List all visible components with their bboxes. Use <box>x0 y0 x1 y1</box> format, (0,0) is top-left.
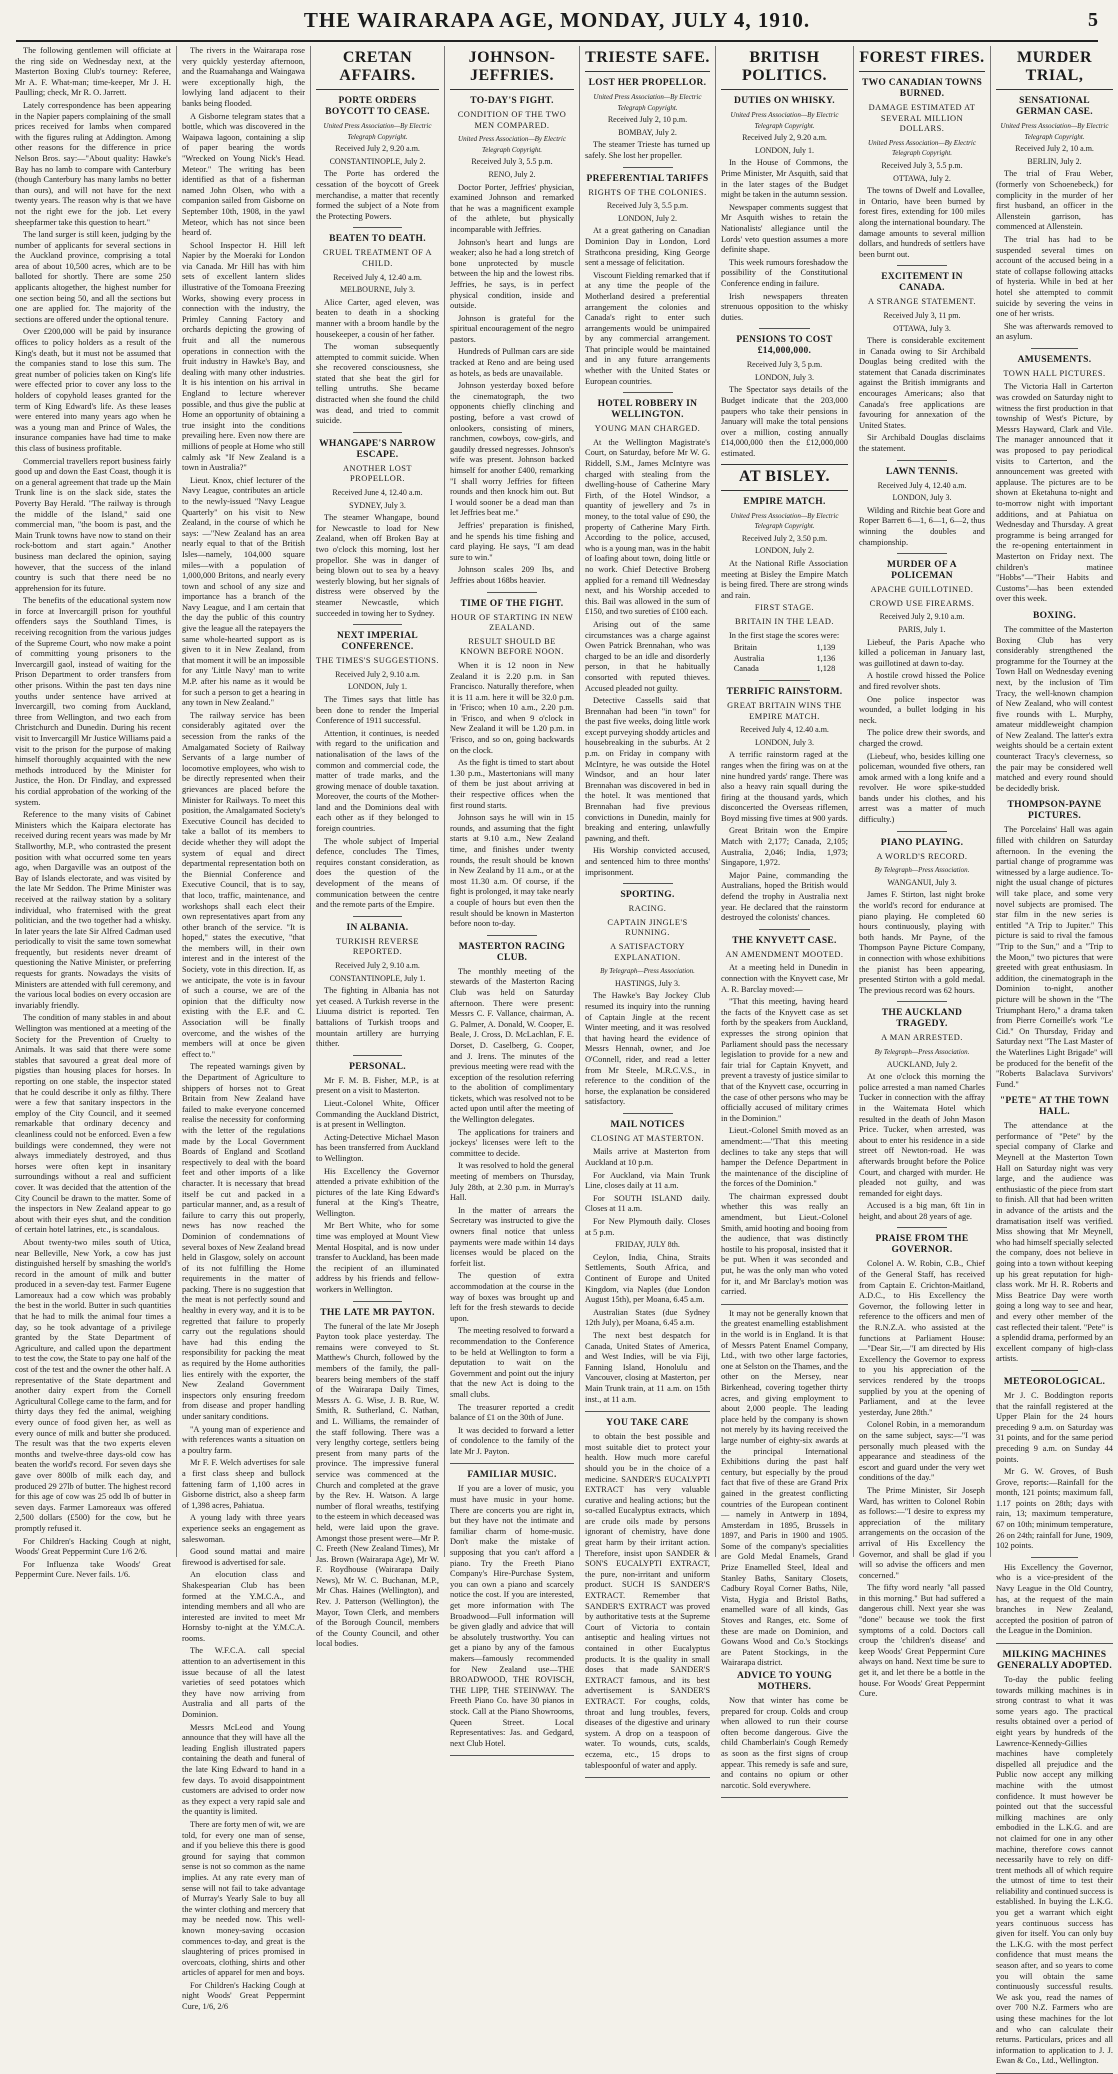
advert-heading: MILKING MACHINES GENERALLY ADOPTED. <box>996 1650 1113 1671</box>
article-paragraph: She was afterwards removed to an asylum. <box>996 321 1113 342</box>
article-paragraph: The funeral of the late Mr Joseph Payton took place yesterday. The remains were conveyed to St. Matthew's Church, followed by the members of the family, the pall-bearers being members of the staff of the Wairarapa Daily Times, Messrs A. G. Wise, J. B. Rue, W. Smith, R. Sutherland, C. Nathan, and L. Williams, the remainder of the staff following. There was a very lengthy cortege, settlers being present from many parts of the province. The impressive funeral service was commenced at the Church and completed at the grave by the Rev. H. Watson. A large number of floral wreaths, testifying to the esteem in which deceased was held, were laid upon the grave. Amongst those present were—Mr P. C. Freeth (New Zealand Times), Mr Jas. Brown (Wairarapa Age), Mr W. F. Roydhouse (Wairarapa Daily News), Mr W. C. Buchanan, M.P., Mr Chas. Haines (Wellington), and Rev. J. Patterson (Wellington), the Mayor, Town Clerk, and members of the Borough Council, members of the County Council, and other local bodies. <box>316 1321 439 1649</box>
article-paragraph: The next best despatch for Canada, United States of America, and West Indies, will be via Fiji, Fanning Island, Honolulu and Vancouver, closing at Masterton, per Main Trunk train, at 11 a.m. on 15th inst., at 11 a.m. <box>585 1330 710 1404</box>
section-heading: PENSIONS TO COST £14,000,000. <box>736 335 833 357</box>
article-paragraph: Arising out of the same circumstances was a charge against Owen Patrick Brennahan, who was charged to be an idle and disorderly person, in that he habitually consorted with reputed thieves. Accused pleaded not guilty. <box>585 619 710 693</box>
article-paragraph: The towns of Dwelf and Lovallee, in Ontario, have been burned by forest fires, extending for 100 miles along the international boundary. The damage amounts to several million dollars, and hundreds of settlers have been burnt out. <box>859 186 985 259</box>
article-paragraph: Johnson's heart and lungs are weaker; also he had a long stretch of bone unprotected by muscle between the hip and the lowest ribs. Jeffries, he says, is in perfect physical condition, inside and outside. <box>450 237 574 311</box>
article-paragraph: At a meeting held in Dunedin in connection with the Knyvett case, Mr A. R. Barclay moved:— <box>721 963 848 994</box>
column-local-news-2 <box>177 46 311 2012</box>
page-number: 5 <box>1088 8 1098 31</box>
dateline: Received July 3, 5.5 p.m. <box>471 157 553 167</box>
divider <box>353 1055 402 1056</box>
article-paragraph: His Worship convicted accused, and sentenced him to three months' imprisonment. <box>585 846 710 877</box>
article-paragraph: The following gentlemen will officiate at the ring side on Wednesday next, at the Masterton Boxing Club's tourney: Referee, Mr A. F. What-man; time-keeper, Mr J. H. Paulling; check, Mr R. O. Jarrett. <box>15 46 171 98</box>
divider <box>623 1113 673 1114</box>
dateline: Received July 3, 11 pm. <box>883 310 961 320</box>
article-paragraph: The chairman expressed doubt whether this was really an amendment, but Lieut.-Colonel Smith, amid hooting and booing from the audience, that was distinctly hostile to his proposal, insisted that it be put. When it was seconded and put, he was the only man who voted for it, and Mr Barclay's motion was carried. <box>721 1191 848 1297</box>
dateline: Received July 2, 9.10 a.m. <box>335 961 420 970</box>
dateline: Received July 3, 5.5 p.m. <box>606 201 689 211</box>
wire-credit: United Press Association—By Electric Telegraph Copyright. <box>593 93 702 112</box>
wire-credit: United Press Association—By Electric Telegraph Copyright. <box>868 138 976 158</box>
divider <box>623 167 673 168</box>
column-headline: TRIESTE SAFE. <box>585 46 710 72</box>
wire-credit: United Press Association—By Electric Telegraph Copyright. <box>730 511 839 531</box>
article-paragraph: Commercial travellers report business fairly good up and down the East Coast, though it is on a general agreement that trade up the Main Trunk line is on the slack side, states the Poverty Bay Herald. "The railway is through the middle of the Island," said one commercial man, "the boom is past, and the Main Trunk towns have now to stand on their rock-bottom and start again." Another business man declared the opinion, saying however, that the success of the inland country is such that there need be no apprehension for its future. <box>15 456 171 593</box>
wire-credit: United Press Association—By Electric Telegraph Copyright. <box>730 111 839 130</box>
article-paragraph: His Excellency the Governor attended a private exhibition of the pictures of the late King Edward's funeral at the King's Theatre, Wellington. <box>316 1166 439 1218</box>
dateline: Received July 2, 9.20 a.m. <box>742 133 827 143</box>
advert-paragraph: For Children's Hacking Cough at night Woods' Great Peppermint Cure, 1/6, 2/6 <box>182 1980 305 2012</box>
article-paragraph: "That this meeting, having heard the facts of the Knyvett case as set forth by the speakers from Auckland, expresses the strong opinion that Parliament should pass the necessary legislation to provide for a new and fair trial for Captain Knyvett, and prevent a travesty of justice similar to that of the Knyvett case, occurring in the case of other persons who may be officially accused of military crimes in the Dominion." <box>721 997 848 1123</box>
dateline: WANGANUI, July 3. <box>887 877 957 887</box>
section-subheading: CAPTAIN JINGLE'S RUNNING. <box>607 917 688 938</box>
wire-credit: By Telegraph—Press Association. <box>600 967 695 976</box>
dateline: Received June 4, 12.40 a.m. <box>332 488 423 498</box>
column-murder-trial <box>991 46 1118 2066</box>
article-paragraph: In the House of Commons, the Prime Minister, Mr Asquith, said that in the later stages of the Budget might be taken in the autumn session. <box>721 158 848 200</box>
section-heading: TWO CANADIAN TOWNS BURNED. <box>861 78 983 99</box>
divider <box>759 929 810 930</box>
article-paragraph: Newspaper comments suggest that Mr Asquith wishes to retain the Nationalists' allegiance until the Lords' veto question assumes a more definite shape. <box>721 202 848 255</box>
newspaper-title: THE WAIRARAPA AGE, MONDAY, JULY 4, 1910. <box>303 7 811 32</box>
advert-heading: ADVICE TO YOUNG MOTHERS. <box>736 1671 833 1692</box>
column-british-politics <box>716 46 854 1790</box>
article-paragraph: Johnson yesterday boxed before the cinematograph, the two opponents chiefly clinching and posting, before a vast crowd of onlookers, consisting of miners, ranchmen, cowboys, cow-girls, and gaudily dressed negresses. Johnson's wife was present. Johnson backed himself for another £400, remarking "I shall worry Jeffries for fifteen rounds and then knock him out. But I would sooner be a dead man than let Jeffries beat me." <box>450 381 574 518</box>
section-subheading: RIGHTS OF THE COLONIES. <box>588 187 707 197</box>
article-paragraph: When it is 12 noon in New Zealand it is 2.20 p.m. in San Francisco. Naturally therefore, when it is 11 a.m. here it will be 32.0 p.m. in 'Frisco; when 10 a.m., 2.20 p.m. in 'Frisco, and when 9 o'clock in New Zealand it will be 1.20 p.m. in 'Frisco, and so on, going backwards on the clock. <box>450 660 574 755</box>
section-heading: THE LATE MR PAYTON. <box>320 1307 435 1318</box>
article-paragraph: Australian States (due Sydney 12th July), per Moana, 6.45 a.m. <box>585 1307 710 1328</box>
dateline: SYDNEY, July 3. <box>349 500 406 510</box>
article-paragraph: The rivers in the Wairarapa rose very quickly yesterday afternoon, and the Ruamahanga and Waingawa were exceptionally high, the lowlying land adjacent to their banks being flooded. <box>182 46 305 108</box>
article-paragraph: His Excellency the Governor, who is a vice-president of the Navy League in the Old Country, has, at the request of the main branches in New Zealand, accepted the position of patron of the League in the Dominion. <box>996 1562 1113 1636</box>
article-paragraph: It was decided to forward a letter of condolence to the family of the late Mr J. Payton. <box>450 1425 574 1456</box>
article-paragraph: Accused is a big man, 6ft 1in in height, and about 28 years of age. <box>859 1201 985 1221</box>
dateline: Received July 4, 12.40 a.m. <box>877 480 967 490</box>
section-heading: TERRIFIC RAINSTORM. <box>726 686 843 697</box>
divider <box>1031 348 1078 349</box>
advert-paragraph: It may not be generally known that the greatest enamelling establishment in the world is in England. It is that of Messrs Patent Enamel Company, Ltd., with two other large factories, one at Selston on the Thames, and the other on the Mersey, near Birkenhead, covering together thirty acres, and giving employment to about 2,000 people. The leading place held by the company is shown not merely by its having received the large number of eighty-six awards at the principal International Exhibitions during the past half century, but especially by the proud fact that five of these are Grand Prix gained in the greatest conflicting countries of the European continent — namely in Antwerp in 1894, Amsterdam in 1895, Brussels in 1897, and Paris in 1900 and 1905. Some of the company's specialities are Gold Medal Enamels, Grand Prize Enamelled Steel, Ideal and Stanley Baths, Sanitary Closets, Cadbury Royal Corner Baths, Nile, Vista, Hygia and Bristol Baths, enamelled ware of all kinds, Gas Stoves and Ranges, etc. Some of these are made on Dominion, and Gowans Wood and Co.'s Stockings are Patent Stockings, in the Wairarapa district. <box>721 1308 848 1668</box>
dateline: FRIDAY, JULY 8th. <box>615 1240 680 1250</box>
article-paragraph: The applications for trainers and jockeys' licenses were left to the committee to decide. <box>450 1127 574 1158</box>
dateline: Received July 4, 12.40 a.m. <box>333 272 422 282</box>
section-heading: HOTEL ROBBERY IN WELLINGTON. <box>597 399 698 421</box>
section-heading: SENSATIONAL GERMAN CASE. <box>1016 96 1093 117</box>
section-heading: MURDER OF A POLICEMAN <box>887 560 957 582</box>
article-paragraph: At one o'clock this morning the police arrested a man named Charles Tucker in connection with the affray in the Waitemata Hotel which resulted in the death of John Mason Price. Tucker, when arrested, was about to enter his residence in a side street off Newton-road. He was afterwards brought before the Police Court, and charged with murder. He pleaded not guilty, and was remanded for eight days. <box>859 1072 985 1198</box>
article-paragraph: Lately correspondence has been appearing in the Napier papers complaining of the small prices received for lambs when compared with the figures ruling at Addington. Among other reasons for the difference in price Nelson Bros. say:—"About quality: Hawke's Bay has no lamb to compare with Canterbury (though Canterbury has many lambs no better than ours), and will not have for the next twenty years. The reason why is that we have not the right ewe for the job. Let every sheepfarmer take this question to heart." <box>15 100 171 227</box>
section-heading: DUTIES ON WHISKY. <box>734 96 835 106</box>
column-headline: MURDER TRIAL, <box>996 46 1113 90</box>
article-paragraph: The fighting in Albania has not yet ceased. A Turkish reverse in the Liuuma district is reported. Ten battalions of Turkish troops and mountain artillery are hurrying thither. <box>316 986 439 1049</box>
divider <box>623 883 673 884</box>
dateline: CONSTANTINOPLE, July 1. <box>329 973 426 983</box>
advertisement <box>585 1411 710 1778</box>
article-paragraph: Attention, it continues, is needed with regard to the unification and nationalisation of the laws of the common and commercial code, the matter of trade marks, and the growing menace of double taxation. Moreover, the courts of the Mother-land and the Dominions deal with each other as if they belonged to foreign countries. <box>316 728 439 834</box>
dateline: HASTINGS, July 3. <box>615 978 680 988</box>
article-paragraph: This week rumours foreshadow the possibility of the Constitutional Conference ending in failure. <box>721 257 848 288</box>
dateline: Received July 4, 12.40 a.m. <box>740 725 829 735</box>
dateline: Received July 2, 10 a.m. <box>1015 144 1094 154</box>
article-paragraph: Lieut.-Colonel White, Officer Commanding the Auckland District, is at present in Wellington. <box>316 1098 439 1130</box>
section-heading: THOMPSON-PAYNE PICTURES. <box>1007 800 1102 822</box>
section-subheading: RESULT SHOULD BE KNOWN BEFORE NOON. <box>460 636 564 657</box>
section-subheading: TOWN HALL PICTURES. <box>1003 368 1106 378</box>
article-paragraph: The monthly meeting of the stewards of the Masterton Racing Club was held on Saturday afternoon. There were present: Messrs C. F. Vallance, chairman, A. G. Palmer, A. Donald, W. Cooper, E. Beale, J. Cross, D. McLachlan, F. E. Dorset, D. Caselberg, G. Cooper, and J. Irens. The minutes of the previous meeting were read with the exception of the resolution referring to the abolition of complimentary tickets, which was resolved not to be acted upon until after the meeting of the Wellington delegates. <box>450 966 574 1125</box>
dateline: BOMBAY, July 2. <box>618 127 677 137</box>
section-subheading: CLOSING AT MASTERTON. <box>590 1133 705 1143</box>
divider <box>759 680 810 681</box>
dateline: Received July 2, 10 p.m. <box>607 115 688 125</box>
section-heading: BEATEN TO DEATH. <box>329 234 426 245</box>
section-subheading: GREAT BRITAIN WINS THE EMPIRE MATCH. <box>727 700 842 721</box>
section-heading: PIANO PLAYING. <box>880 837 964 848</box>
section-heading: TIME OF THE FIGHT. <box>460 598 564 609</box>
divider <box>897 831 947 832</box>
article-paragraph: Messrs McLeod and Young announce that they will have all the leading English illustrated papers containing the death and funeral of the late King Edward to hand in a few days. To avoid disappointment customers are advised to order now as they expect a very rapid sale and the quantity is limited. <box>182 1722 305 1817</box>
article-paragraph: Acting-Detective Michael Mason has been transferred from Auckland to Wellington. <box>316 1132 439 1163</box>
article-paragraph: An elocution class and Shakespearian Club has been formed at the Y.M.C.A., and intending members and all who are interested are invited to meet Mr Hornsby to-night at the Y.M.C.A. rooms. <box>182 1570 305 1643</box>
dateline: Received July 2, 3.50 p.m. <box>741 533 828 543</box>
article-paragraph: (Liebeuf, who, besides killing one policeman, wounded five others, ran amok armed with a long knife and a revolver. He wore spike-studded bands under his clothes, and his arrest was a matter of much difficulty.) <box>859 751 985 825</box>
article-paragraph: The whole subject of Imperial defence, concludes The Times, requires constant consideration, as does the question of the development of the means of communication between the centre and the remote parts of the Empire. <box>316 836 439 910</box>
article-paragraph: Detective Cassells said that Brennahan had been "in town" for the past five weeks, doing little work except purveying shoddy articles and housebreaking in the suburbs. At 2 p.m. on Friday in company with McIntyre, he was outside the Hotel Windsor, and an hour later Brennahan was discovered in bed in the hotel. It was mentioned that Brennahan had five previous convictions in Dunedin, mainly for breaking and entering, unlawfully pawning, and theft. <box>585 696 710 843</box>
section-heading: "PETE" AT THE TOWN HALL. <box>999 1096 1110 1118</box>
divider <box>759 328 810 329</box>
divider <box>1031 1557 1078 1558</box>
divider <box>487 592 537 593</box>
column-headline: CRETAN AFFAIRS. <box>316 46 439 90</box>
divider <box>897 1227 947 1228</box>
advert-paragraph: The fifty word nearly "all passed in this morning." But had suffered a dangerous chill. Next year she was "done" because we took the first symptoms of a cold. Doctors call croup the 'children's disease' and keep Woods' Great Peppermint Cure always on hand. Next time be sure to get it, and let there be a bottle in the house. For Woods' Great Peppermint Cure. <box>859 1583 985 1699</box>
article-paragraph: Reference to the many visits of Cabinet Ministers which the Kaipara electorate has received during recent years was made by Mr Stallworthy, M.P., who contrasted the present position with what occurred some ten years ago, when Dargaville was an outpost of the Bay of Islands electorate, and was visited by the late Mr Seddon. The Prime Minister was received at the railway station by a solitary individual, who fraternised with the great politician, and the two together had a whisky. In later years the late Sir Alfred Cadman used periodically to visit the same town somewhat frequently, but residents never dreamt of questioning the Native Minister, or preferring requests for grants. Nowadays the visits of Ministers are attended with full ceremony, and the various local bodies on every occasion are invariably friendly. <box>15 810 171 1010</box>
article-paragraph: The treasurer reported a credit balance of £1 on the 30th of June. <box>450 1402 574 1423</box>
dateline: PARIS, July 1. <box>898 624 946 634</box>
article-paragraph: School Inspector H. Hill left Napier by the Moeraki for London via Canada. Mr Hill has with him sets of excellent lantern slides illustrative of the Tomoana Freezing Works, showing every process in connection with the industry, the Primley Canning Factory and orchards depicting the growing of fruit and all the numerous operations in connection with the fruit industry in Hawke's Bay, and dealing with many other industries. It is his intention on his arrival in England to lecture wherever possible, and thus give the public at Home an opportunity of obtaining a true insight into the conditions prevailing here. Even now there are millions of people at Home who still calmly ask "If New Zealand is a town in Australia?" <box>182 240 305 473</box>
article-paragraph: A terrific rainstorm raged at the ranges when the firing was on at the nine hundred yards' range. There was also a heavy rain squall during the firing at the thousand yards, which disconcerted the Overseas riflemen, Boyd missing five times at 900 yards. <box>721 750 848 823</box>
column-headline: JOHNSON-JEFFRIES. <box>450 46 574 90</box>
article-paragraph: The trial has had to be suspended several times on account of the accused being in a state of collapse following attacks of hysteria. While in bed at her hotel she attempted to commit suicide by severing the veins in one of her wrists. <box>996 234 1113 319</box>
article-paragraph: Alice Carter, aged eleven, was beaten to death in a shocking manner with a broom handle by the housekeeper, a cousin of her father. <box>316 297 439 339</box>
score-row: Australia 1,136 <box>733 653 836 663</box>
article-paragraph: About twenty-two miles south of Utica, near Belleville, New York, a cow has just distinguished herself by smashing the world's record in the amount of milk and butter produced in a seven-day test. Farmer Eugene Lamoreaux had a cow which was probably the best in the world. Butter in such quantities that he had to milk the animal four times a day, so he took advantage of a privilege granted by the State Department of Agriculture, and called upon the department to test the cow, the State to pay one half of the cost of the test and the owner the other half. A representative of the State department and another dairy expert from the Cornell Agricultural College came to the farm, and for thirty days they fed the animal, weighing every ounce of food given her, as well as every ounce of milk and butter she produced. The result was that the two experts eleven months and twelve-three days-old cow has beaten the world's record. For seven days she gave over 800lb of milk each day, and produced 29 27lb of butter. The highest record for this age of cow was 25 odd lb of butter in seven days. Farmer Lamoreaux was offered 2,500 dollars (£500) for the cow, but he promptly refused it. <box>15 1237 171 1533</box>
wire-credit: United Press Association—By Electric Telegraph Copyright. <box>1000 122 1109 141</box>
wire-credit: By Telegraph—Press Association. <box>874 866 970 875</box>
article-paragraph: One police inspector was wounded, a bullet lodging in his neck. <box>859 694 985 725</box>
column-johnson-jeffries <box>445 46 580 1748</box>
article-paragraph: There is considerable excitement in Canada owing to Sir Archibald Douglas being credited with the statement that Canada discriminates against the British immigrants and encourages Americans; also that Canada's free applications are favouring for annexation of the United States. <box>859 336 985 430</box>
divider <box>353 227 402 228</box>
section-heading: TO-DAY'S FIGHT. <box>470 96 554 106</box>
article-paragraph: The land surger is still keen, judging by the number of applicants for several sections in the Auckland province, comprising a total area of about 10,500 acres, which are to be balloted for shortly. There are some 250 applicants altogether, the highest number for one section being 50, and all the sections but one are applied for. The majority of the sections are offered under the optional tenure. <box>15 230 171 324</box>
article-paragraph: For Auckland, via Main Trunk Line, closes daily at 11 a.m. <box>585 1170 710 1191</box>
section-heading: EMPIRE MATCH. <box>743 496 826 507</box>
article-paragraph: At a great gathering on Canadian Dominion Day in London, Lord Strathcona presiding, King George sent a message of felicitation. <box>585 226 710 268</box>
divider <box>623 392 673 393</box>
dateline: LONDON, July 3. <box>892 493 952 503</box>
section-heading: WHANGAPE'S NARROW ESCAPE. <box>319 438 436 460</box>
article-paragraph: The steamer Whangape, bound for Newcastle to load for New Zealand, when off Broken Bay at two o'clock this morning, lost her propellor. She was in danger of being blown out to sea by a heavy westerly blowing, but her signals of distress were observed by the steamer Newcastle, which succeeded in towing her to Sydney. <box>316 513 439 618</box>
wire-credit: United Press Association—By Electric Telegraph Copyright. <box>323 122 432 141</box>
article-paragraph: The question of extra accommodation at the course in the way of boxes was brought up and left for the fresh stewards to decide upon. <box>450 1271 574 1323</box>
article-paragraph: Mails arrive at Masterton from Auckland at 10 p.m. <box>585 1147 710 1168</box>
section-heading: THE AUCKLAND TRAGEDY. <box>881 1008 963 1030</box>
article-paragraph: At the National Rifle Association meeting at Bisley the Empire Match is being fired. There are strong winds and rain. <box>721 559 848 600</box>
article-paragraph: Johnson says he will win in 15 rounds, and assuming that the fight starts at 9.10 a.m., New Zealand time, and finishes under twenty rounds, the result should be known in New Zealand by 11 a.m., or at the most 11.30 a.m. Of course, if the fight is prolonged, it may take nearly a couple of hours but even then the result should be known in Masterton before noon to-day. <box>450 813 574 929</box>
wire-credit: United Press Association—By Electric Telegraph Copyright. <box>458 135 566 154</box>
article-paragraph: The attendance at the performance of "Pete" by the special company of Clarke and Meynell at the Masterton Town Hall on Saturday night was very large, and the audience was enthusiastic of the piece from start to finish. All that had been written in advance of the artists and the dramatisation itself was verified. Miss showing that Mr Meynell, who had himself specially selected the company, does not believe in going into a town without keeping up his great reputation for high-class work. Mr H. R. Roberts and Miss Beatrice Day were worth going a long way to see and hear, and every other member of the cast reflected their talent. "Pete" is a splendid drama, performed by an excellent company of high-class artists. <box>996 1121 1113 1364</box>
article-paragraph: Hundreds of Pullman cars are side tracked at Reno and are being used as hotels, as beds are unavailable. <box>450 347 574 378</box>
dateline: LONDON, July 3. <box>754 372 815 382</box>
article-paragraph: The Hawke's Bay Jockey Club resumed its inquiry into the running of Captain Jingle at the recent Winter meeting, and it was resolved that having heard the evidence of Messrs Hennah, owner, and Joe O'Connell, rider, and read a letter from Mr Steele, M.R.C.V.S., in reference to the condition of the horse, the explanation be considered satisfactory. <box>585 991 710 1107</box>
article-paragraph: Liebeuf, the Paris Apache who killed a policeman in January last, was guillotined at dawn to-day. <box>859 637 985 668</box>
article-paragraph: Major Paine, commanding the Australians, hoped the British would defend the trophy in Australia next year. He declared that the rainstorm destroyed the colonists' chances. <box>721 870 848 923</box>
section-subheading: A STRANGE STATEMENT. <box>867 297 977 307</box>
article-paragraph: A young lady with three years experience seeks an engagement as saleswoman. <box>182 1513 305 1544</box>
article-paragraph: Colonel A. W. Robin, C.B., Chief of the General Staff, has received from Captain E. Crichton-Maitland, A.D.C., to His Excellency the Governor, the following letter in reference to the officers and men of the R.N.Z.A. who assisted at the functions at Parliament House:—"Dear Sir,—"I am directed by His Excellency the Governor to express to you his appreciation of the services rendered by the troops supplied by you at the opening of Parliament, and at the levee yesterday, June 28th." <box>859 1259 985 1417</box>
advert-paragraph: For Influenza take Woods' Great Peppermint Cure. Never fails. 1/6. <box>15 1559 171 1580</box>
divider <box>353 916 402 917</box>
score-row: Canada 1,128 <box>733 664 836 674</box>
section-heading: LAWN TENNIS. <box>885 466 959 477</box>
article-paragraph: The committee of the Masterton Boxing Club has very considerably strengthened the programme for the Tourney at the Town Hall on Wednesday evening next, by the inclusion of Tim Tracy, the well-known champion of New Zealand, who will contest five rounds with L. Murphy, amateur middleweight champion of New Zealand. The latter's extra weights should be a certain extent counteract Tracy's cleverness, so the pair may be considered well matched and every round should be decidedly brisk. <box>996 624 1113 793</box>
dateline: Received July 3, 5.5 p.m. <box>881 160 963 170</box>
advert-paragraph: If you are a lover of music, you must have music in your home. There are concerts you are right in, but they have not the intimate and familiar charm of home-music. Don't make the mistake of supposing that you can't afford a piano. Try the Freeth Piano Company's Hire-Purchase System, you can own a piano and scarcely notice the cost. If you are interested, get more information with The Broadwood—Full information will be given gladly and advice that will be absolutely trustworthy. You can get a piano by any of the famous makers—famously recommended for New Zealand use—THE BROADWOOD, THE ROVISCH, THE LIPP, THE STEINWAY. The Freeth Piano Co. have 30 pianos in stock. Call at the Piano Showrooms, Queen Street. Local Representatives: Jas. and Gedgard, next Club Hotel. <box>450 1484 574 1748</box>
article-paragraph: The Times says that little has been done to render the Imperial Conference of 1911 successful. <box>316 694 439 726</box>
article-paragraph: The repeated warnings given by the Department of Agriculture to shippers of horses not to Great Britain from New Zealand have failed to make everyone concerned realise the necessity for conforming with the letter of the regulations made by the Local Government Boards of England and Scotland respectively to deal with the board feet and other imports of a like character. It is necessary that bread itself be cut and packed in a particular manner, and, as a result of failure to carry this out properly, news has now reached the Dominion of condemnations of several boxes of New Zealand bread held in Glasgow, solely on account of its not fulfilling the Home requirements in the matter of packing. There is no suggestion that the meat is not perfectly sound and healthy in every way, and it is to be regretted that failure to properly carry out the regulations should have had this ending the responsibility for packing the meat as required by the Home authorities lies entirely with the exporter, the New Zealand Government inspectors only ensuring freedom from disease and proper handling under sanitary conditions. <box>182 1062 305 1421</box>
dateline: AUCKLAND, July 2. <box>886 1059 958 1069</box>
advertisement <box>450 1463 574 1756</box>
article-paragraph: For SOUTH ISLAND daily. Closes at 11 a.m. <box>585 1193 710 1214</box>
dateline: Received July 2, 9.10 a.m. <box>335 669 420 679</box>
article-paragraph: A Gisborne telegram states that a bottle, which was discovered in the Waipawa lagoon, containing a slip of paper bearing the words "Wrecked on Young Nick's Head. Meteor." The writing has been identified as that of a fisherman named John Olsen, who with a companion sailed from Gisborne on September 10th, 1908, in the yawl Meteor, which has not since been heard of. <box>182 111 305 238</box>
section-subheading: THE TIMES'S SUGGESTIONS. <box>316 656 439 666</box>
section-heading: EXCITEMENT IN CANADA. <box>881 272 963 294</box>
article-paragraph: Wilding and Ritchie beat Gore and Roper Barrett 6—1, 6—1, 6—2, thus winning the doubles and championship. <box>859 505 985 547</box>
dateline: LONDON, July 3. <box>754 737 815 747</box>
article-paragraph: The railway service has been considerably agitated over the secession from the ranks of the Amalgamated Society of Railway Servants of a large number of locomotive employees, who wish to be directly represented when their grievances are placed before the Minister for Railways. To meet this position, the Amalgamated Society's Executive Council has decided to take a ballot of its members to decide whether they will adopt the system of equal and direct departmental representation both on the Biennial Conference and Executive Council, that is to say, that loco, traffic, maintenance, and workshops shall each elect their own representatives apart from any other branch of the service. "It is hoped," states the executive, "that the members will, in their own interest and in the interest of the Society, vote in this direction. If, as we anticipate, the vote is in favour of such a course, we are of the opinion that the difficulty now existing with the E.F. and C. Association will be finally overcome, and the wishes of the members will at once be given effect to." <box>182 710 305 1059</box>
section-subheading: TURKISH REVERSE REPORTED. <box>335 936 420 957</box>
advert-paragraph: To-day the public feeling towards milking machines is in strong contrast to what it was some years ago. The practical results obtained over a period of eight years by hundreds of the Lawrence-Kennedy-Gillies machines have completely dispelled all prejudice and the Public now accept any milking machine with the utmost confidence. It must however be pointed out that the successful milking machines are only embodied in the L.K.G. and are not claimed for one in any other machine, therefore cows cannot necessarily have to rely on diff-trent methods all of which require the utmost of time to test their reliability and continued success is established. In buying the L.K.G. you get a warrant which eight years continuous success has given for itself. You can only buy the L.K.G. with the most perfect confidence that must means the season after, and so years to come you will obtain the same continuously successful results. We ask you, read the names of over 700 N.Z. Farmers who are using these machines for the lot and who can calculate their returns. Particulars, prices and all information to application to J. J. Ewan & Co., Ltd., Wellington. <box>996 1675 1113 2066</box>
divider <box>897 1001 947 1002</box>
article-paragraph: As the fight is timed to start about 1.30 p.m., Mastertonians will many of them be just about arriving at their respective offices when the first round starts. <box>450 758 574 810</box>
article-paragraph: Good sound mattai and maire firewood is advertised for sale. <box>182 1547 305 1567</box>
divider <box>487 935 537 936</box>
article-paragraph: The condition of many stables in and about Wellington was mentioned at a meeting of the Society for the Prevention of Cruelty to Animals. It was said that there were some stables that savoured a great deal more of pigsties than housing places for horses. In reporting on one stable, the inspector stated that he could describe it only as filthy. There were a few that sanitary inspectors in the employ of the City Council, and it seemed remarkable that ordinary decency and cleanliness could not be enforced. Even a few buildings were condemned, they were not always immediately destroyed, and thus horses were often kept in insanitary surroundings without a real and sufficient cover. It was decided that the attention of the City Council be drawn to the matter. Some of the inspectors in New Zealand appear to go about with their eyes shut, and the condition of certain hotel latrines, etc., is scandalous. <box>15 1013 171 1235</box>
article-paragraph: A hostile crowd hissed the Police and fired revolver shots. <box>859 671 985 691</box>
article-paragraph: There are forty men of wit, we are told, for every one man of sense, and if you believe this there is good ground for saying that common sense is not so common as the name implies. At any rate every man of sense will not fail to take advantage of Murray's Yearly Sale to buy all the winter clothing and mercery that may be needed now. This well-known money-saving occasion commences to-day, and great is the slaughtering of prices promised in overcoats, clothing, shirts and other articles of apparel for men and boys. <box>182 1819 305 1978</box>
section-subheading: APACHE GUILLOTINED. <box>870 585 974 595</box>
columns <box>10 46 1113 2066</box>
score-table <box>734 643 836 675</box>
article-paragraph: The woman subsequently attempted to commit suicide. When she recovered consciousness, she stated that she beat the girl for telling untruths. She became distracted when she found the child was dead, and tried to commit suicide. <box>316 342 439 426</box>
section-subheading: CRUEL TREATMENT OF A CHILD. <box>322 248 433 268</box>
column-trieste-safe <box>580 46 716 1770</box>
column-headline: FOREST FIRES. <box>859 46 985 72</box>
section-heading: LOST HER PROPELLOR. <box>588 78 707 88</box>
section-subheading: CONDITION OF THE TWO MEN COMPARED. <box>457 110 567 130</box>
advert-paragraph: Now that winter has come be prepared for croup. Colds and croup when allowed to run their course often become dangerous. Give the child Chamberlain's Cough Remedy as soon as the first signs of croup appear. This remedy is safe and sure, and contains no opium or other narcotic. Sold everywhere. <box>721 1696 848 1790</box>
article-paragraph: The Porcelains' Hall was again filled with children on Saturday afternoon. In the evening the partial change of programme was witnessed by a large audience. To-night the usual change of pictures will take place, and some very novel subjects are promised. The star film in the new series is entitled "A Trip to Jupiter." This picture is said to rival the famous "Trip to the Sun," and a "Trip to the Moon," two pictures that were greeted with great enthusiasm. In addition, the cinematograph in the Dominion to-night, another picture will be shown in the "The Triumphant Hero," a drama taken from Pierre Corneille's work "Le Cid." On Thursday, Friday and Saturday next "The Last Master of the Waterlines Light Brigade" will be produced for the benefit of the "Roberts Balaclava Survivors' Fund." <box>996 825 1113 1089</box>
dateline: LONDON, July 1. <box>754 145 815 155</box>
article-paragraph: "A young man of experience and with references wants a situation on a poultry farm. <box>182 1424 305 1455</box>
article-paragraph: Viscount Fielding remarked that if at any time the people of the Motherland desired a preferential arrangement the colonies and Canada's right to enter such arrangements would be unimpaired by any commercial arrangement. That principle would be maintained and in any future arrangements whether with the United States or European countries. <box>585 270 710 386</box>
article-paragraph: Johnson is grateful for the spiritual encouragement of the negro pastors. <box>450 313 574 344</box>
dateline: MELBOURNE, July 3. <box>339 285 416 295</box>
article-paragraph: Ceylon, India, China, Straits Settlements, South Africa, and Continent of Europe and United Kingdom, via Naples (due London August 15th), per Moana, 6.45 a.m. <box>585 1252 710 1305</box>
dateline: CONSTANTINOPLE, July 2. <box>329 156 426 166</box>
column-local-news-1 <box>10 46 177 1580</box>
article-paragraph: Sir Archibald Douglas disclaims the statement. <box>859 433 985 454</box>
dateline: LONDON, July 2. <box>754 546 815 556</box>
section-heading: AMUSEMENTS. <box>1017 354 1092 365</box>
column-headline: BRITISH POLITICS. <box>721 46 848 90</box>
section-subheading: A SATISFACTORY EXPLANATION. <box>610 941 685 962</box>
column-forest-fires <box>854 46 991 1699</box>
section-heading: PREFERENTIAL TARIFFS <box>586 173 709 184</box>
section-subheading: FIRST STAGE. <box>754 603 815 613</box>
article-paragraph: Lieut. Knox, chief lecturer of the Navy League, contributes an article to the newly-issued "Navy League Quarterly" on his visit to New Zealand, in the course of which he says: —"New Zealand has an area nearly equal to that of the British Isles—namely, 104,000 square miles—with a population of 1,000,000 Britons, and nearly every town and school of any size and importance has a branch of the Navy League, and I am certain that the day the public of this country give the league all the ratepayers the same whole-hearted support as is given to it in New Zealand, from that moment it will be an impossible for any 'Little Navy' man to write M.P. after his name as it would be for such a person to get a hearing in any town in New Zealand." <box>182 475 305 708</box>
dateline: Received July 3, 5 p.m. <box>746 360 823 370</box>
article-paragraph: Mr F. F. Welch advertises for sale a first class sheep and bullock fattening farm of 1,100 acres in Gisborne district, also a sheep farm of 1,398 acres, Pahiatua. <box>182 1458 305 1510</box>
section-subheading: DAMAGE ESTIMATED AT SEVERAL MILLION DOLLARS. <box>868 103 976 134</box>
divider <box>897 553 947 554</box>
article-paragraph: The Porte has ordered the cessation of the boycott of Greek merchandise, a matter that recently formed the subject of a Note from the Protecting Powers. <box>316 169 439 221</box>
section-subheading: RACING. <box>628 904 667 914</box>
divider <box>1031 1370 1078 1371</box>
advert-paragraph: For Children's Hacking Cough at night, Woods' Great Peppermint Cure 1/6 2/6. <box>15 1536 171 1557</box>
section-heading: PORTE ORDERS BOYCOTT TO CEASE. <box>325 96 430 117</box>
section-subheading: HOUR OF STARTING IN NEW ZEALAND. <box>450 612 574 633</box>
section-heading: THE KNYVETT CASE. <box>732 935 837 946</box>
section-heading: PRAISE FROM THE GOVERNOR. <box>875 1234 969 1256</box>
section-subheading: YOUNG MAN CHARGED. <box>594 424 701 434</box>
section-heading: MAIL NOTICES <box>610 1119 685 1130</box>
article-paragraph: Irish newspapers threaten strenuous opposition to the whisky duties. <box>721 291 848 322</box>
advert-heading: YOU TAKE CARE <box>606 1418 689 1429</box>
section-subheading: CROWD USE FIREARMS. <box>869 598 975 608</box>
section-subheading: ANOTHER LOST PROPELLOR. <box>342 463 413 484</box>
dateline: Received July 2, 9.20 a.m. <box>335 144 420 154</box>
dateline: LONDON, July 1. <box>347 682 408 692</box>
dateline: OTTAWA, July 2. <box>893 173 951 183</box>
masthead <box>16 0 1098 42</box>
section-heading: IN ALBANIA. <box>346 922 409 933</box>
advertisement <box>721 1304 848 1799</box>
article-paragraph: The steamer Trieste has turned up safely. She lost her propeller. <box>585 140 710 160</box>
divider <box>353 1301 402 1302</box>
section-heading: NEXT IMPERIAL CONFERENCE. <box>336 631 419 653</box>
wire-credit: By Telegraph—Press Association. <box>874 1047 970 1056</box>
article-paragraph: The W.F.C.A. call special attention to an advertisement in this issue because of all the latest varieties of seed potatoes which they have now arriving from Australia and all parts of the Dominion. <box>182 1646 305 1720</box>
article-paragraph: Mr F. M. B. Fisher, M.P., is at present on a visit to Masterton. <box>316 1075 439 1096</box>
advert-heading: FAMILIAR MUSIC. <box>467 1470 557 1481</box>
dateline: Received July 2, 9.10 a.m. <box>879 612 965 622</box>
section-subheading: BRITAIN IN THE LEAD. <box>735 616 834 626</box>
article-paragraph: Mr G. W. Groves, of Bush Grove, reports:—Rainfall for the month, 121 points; maximum fall, 1.17 points on 28th; days with rain, 13; maximum temperature, 67 on 10th; minimum temperature, 26 on 24th; rainfall for June, 1909, 102 points. <box>996 1467 1113 1551</box>
article-paragraph: In the first stage the scores were: <box>729 630 840 640</box>
article-paragraph: Great Britain won the Empire Match with 2,177; Canada, 2,105; Australia, 2,046; India, 1,973; Singapore, 1,972. <box>721 826 848 868</box>
article-paragraph: In the matter of arrears the Secretary was instructed to give the owners final notice that unless payments were made within 14 days licenses would be placed on the forfeit list. <box>450 1205 574 1268</box>
dateline: OTTAWA, July 3. <box>893 323 951 333</box>
section-heading: SPORTING. <box>620 890 675 901</box>
article-paragraph: Mr J. C. Boddington reports that the rainfall registered at the Upper Plain for the 24 hours preceding 9 a.m. on Saturday was 31 points, and for the same period preceding 9 a.m. on Sunday 44 points. <box>996 1390 1113 1464</box>
dateline: BERLIN, July 2. <box>1027 156 1082 166</box>
article-paragraph: The Spectator says details of the Budget indicate that the 203,000 paupers who take their pensions in January will make the total pensions over a million, costing annually £14,000,000 then the £12,000,000 estimated. <box>721 385 848 459</box>
section-heading: MASTERTON RACING CLUB. <box>458 941 566 963</box>
divider <box>897 265 947 266</box>
advert-paragraph: to obtain the best possible and most suitable diet to protect your health. How much more careful should you be in the choice of a medicine. SANDER'S EUCALYPTI EXTRACT has very valuable curative and healing actions; but the so-called Eucalyptus extracts, which are crude oils made by persons ignorant of chemistry, have done great harm by their irritant action. Therefore, insist upon SANDER & SON'S EUCALYPTI EXTRACT, the pure, non-irritant and uniform product. SUCH IS SANDER'S EXTRACT. Remember that SANDER'S EXTRACT was proved by authoritative tests at the Supreme Court of Victoria to contain antiseptic and healing virtues not contained in other Eucalyptus products. It is the quality in small doses that made SANDER'S EXTRACT famous, and its best advertisement is SANDER'S EXTRACT. For coughs, colds, throat and lung troubles, fevers, diseases of the digestive and urinary system. A drop on a teaspoon of water. To wounds, cuts, scalds, eczema, etc., 15 drops to tablespoonful of water and apply. <box>585 1432 710 1770</box>
article-paragraph: At the Wellington Magistrate's Court, on Saturday, before Mr W. G. Riddell, S.M., James McIntyre was charged with stealing from the dwelling-house of Catherine Mary Firth, of the Hotel Windsor, a quantity of jewellery and 7s in money, to the total value of £90, the property of Catherine Mary Firth. According to the police, accused, who is a young man, was in the habit of loafing about town, doing little or no work. Chief Detective Broberg applied for a remand till Wednesday next, and his Worship acceded to this. Bail was allowed in the sum of £150, and two sureties of £100 each. <box>585 437 710 617</box>
article-paragraph: The Prime Minister, Sir Joseph Ward, has written to Colonel Robin as follows:—"I desire to express my appreciation of the military arrangements on the occasion of the arrival of His Excellency the Governor, and shall be glad if you will so advise the officers and men concerned." <box>859 1485 985 1580</box>
article-paragraph: Mr Bert White, who for some time was employed at Mount View Mental Hospital, and is now under transfer to Auckland, has been made the recipient of an illuminated address by his friends and fellow-workers in Wellington. <box>316 1221 439 1295</box>
article-paragraph: The police drew their swords, and charged the crowd. <box>859 728 985 748</box>
score-row: Britain 1,139 <box>733 643 836 653</box>
section-subheading: A WORLD'S RECORD. <box>876 851 968 861</box>
article-paragraph: Colonel Robin, in a memorandum on the same subject, says:—"I was personally much pleased with the appearance and steadiness of the escort and guard under the very wet conditions of the day." <box>859 1420 985 1483</box>
article-paragraph: Doctor Porter, Jeffries' physician, examined Johnson and remarked that he was a magnificent example of the athlete, but physically incomparable with Jeffries. <box>450 182 574 234</box>
section-subheading: A MAN ARRESTED. <box>881 1033 963 1043</box>
article-paragraph: James F. Stirton, last night broke the world's record for endurance at piano playing. He completed 60 hours continuously, playing with both hands. Mr Payne, of the Thompson Payne Picture Company, in connection with whose exhibitions the pianist has been appearing, presented Stirton with a gold medal. The previous record was 62 hours. <box>859 890 985 995</box>
article-paragraph: It was resolved to hold the general meeting of members on Thursday, July 28th, at 2.30 p.m. in Murray's Hall. <box>450 1161 574 1203</box>
divider <box>897 460 947 461</box>
section-subheading: AN AMENDMENT MOOTED. <box>725 949 844 959</box>
column-headline: AT BISLEY. <box>721 464 848 491</box>
article-paragraph: The Victoria Hall in Carterton was crowded on Saturday night to witness the first production in that township of West's Picture, by Messrs Hayward, Clark and Vile. The manager announced that it was proposed to pay periodical visits to Carterton, and the announcement was greeted with applause. The pictures are to be shown at Eketahuna to-night and to-morrow night with important additions, and at Pahiatua on Wednesday and Thursday. A great programme is being arranged for the re-opening entertainment in Masterton on Friday next. The children's matinee "Hobbs"—"Their Habits and Customs"—has been extended over this week. <box>996 382 1113 604</box>
article-paragraph: Lieut.-Colonel Smith moved as an amendment:—"That this meeting declines to take any steps that will hamper the Defence Department in the maintenance of the discipline of the forces of the Dominion." <box>721 1126 848 1189</box>
article-paragraph: Over £200,000 will be paid by insurance offices to policy holders as a result of the King's death, but it must not be assumed that the companies stand to lose this sum. The great number of policies taken on King's life were effected prior to cover any loss to the holders of copyhold leases granted for the term of King Edward's life. As these leases were entered into many years ago when he was a young man and Prince of Wales, the insurance companies have had time to make this class of business profitable. <box>15 327 171 453</box>
article-paragraph: Johnson scales 209 lbs, and Jeffries about 168bs heavier. <box>450 565 574 585</box>
advertisement <box>996 1643 1113 2074</box>
article-paragraph: The meeting resolved to forward a recommendation to the Conference to be held at Wellington to form a deputation to wait on the Government and point out the injury that the new Act is doing to the small clubs. <box>450 1326 574 1399</box>
section-heading: BOXING. <box>1032 610 1076 621</box>
section-heading: METEOROLOGICAL. <box>1003 1376 1106 1387</box>
article-paragraph: The trial of Frau Weber, (formerly von Schoenebeck,) for complicity in the murder of her first husband, an officer in the Allenstein garrison, has commenced at Allenstein. <box>996 169 1113 232</box>
divider <box>353 432 402 433</box>
column-cretan-affairs <box>311 46 445 1649</box>
article-paragraph: The benefits of the educational system now in force at Invercargill prison for youthful offenders says the Southland Times, is receiving recognition from the various judges of the Supreme Court, who now make a point of committing young prisoners to the Invercargill gaol, instead of waiting for the Prison Department to order transfers from other prisons. Within the past ten days nine youths under sentence have arrived at Invercargill, two coming from Auckland, three from Wellington, and two each from Christchurch and Dunedin. During his recent visit to Invercargill Mr Justice Williams paid a visit to the prison for the purpose of making himself thoroughly acquainted with the new methods introduced by the Minister for Justice, the Hon. Dr Findlay, and expressed his cordial approbation of the working of the system. <box>15 596 171 807</box>
dateline: LONDON, July 2. <box>617 213 678 223</box>
article-paragraph: For New Plymouth daily. Closes at 5 p.m. <box>585 1217 710 1237</box>
divider <box>353 624 402 625</box>
dateline: RENO, July 2. <box>488 169 536 179</box>
article-paragraph: Jeffries' preparation is finished, and he spends his time fishing and card playing. He says, "I am dead sure to win." <box>450 520 574 562</box>
section-heading: PERSONAL. <box>349 1061 406 1072</box>
